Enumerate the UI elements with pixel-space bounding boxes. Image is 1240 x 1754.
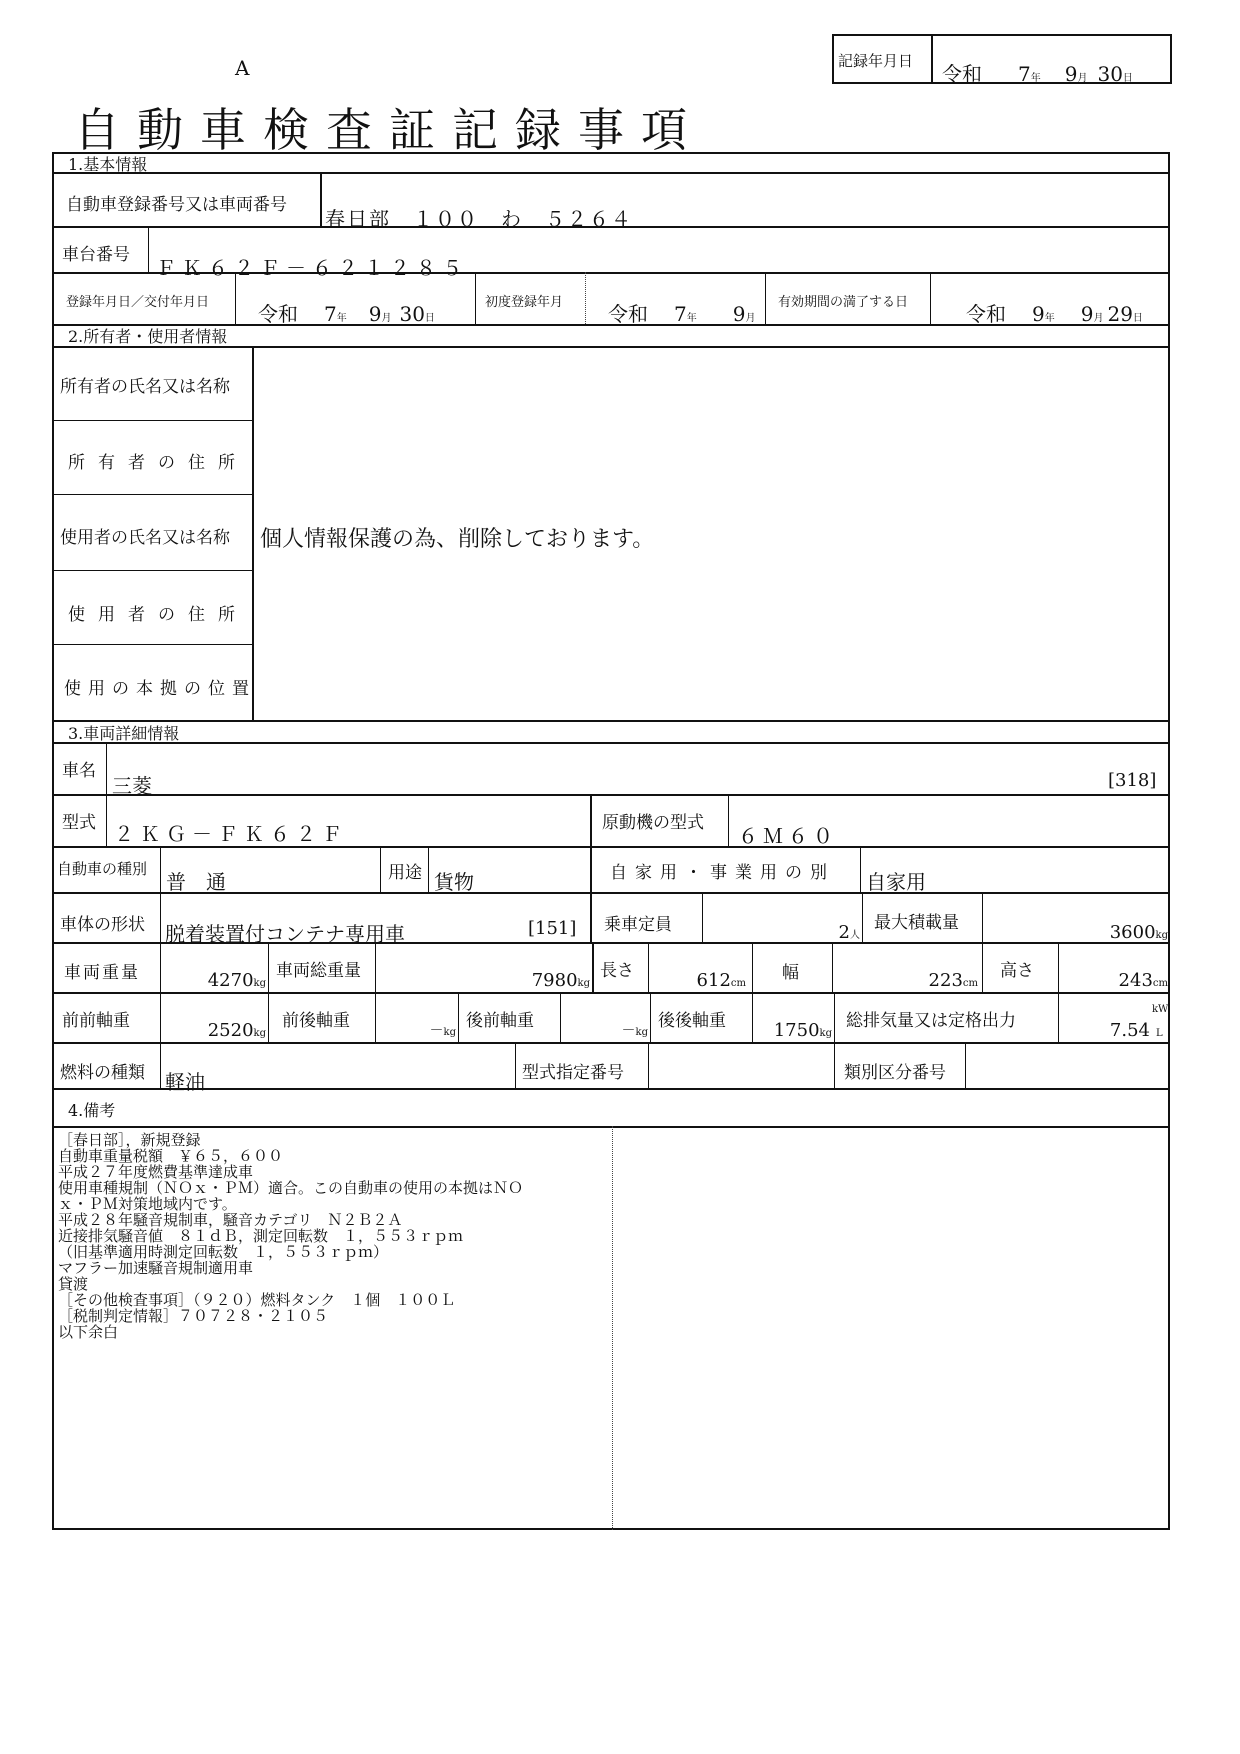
chassis-value: ＦＫ６２Ｆ－６２１２８５ <box>156 256 468 280</box>
engine-label: 原動機の型式 <box>602 813 704 833</box>
user-address-label: 使用者の住所 <box>68 605 248 625</box>
fr-axle-value: －kg <box>429 1023 456 1039</box>
kw-unit: kW <box>1152 1004 1169 1015</box>
record-date-value: 令和 7年 9月 30日 <box>942 62 1133 86</box>
body-shape-code: [151] <box>528 918 577 939</box>
height-label: 高さ <box>1000 961 1034 981</box>
fr-axle-label: 前後軸重 <box>282 1011 350 1031</box>
length-value: 612cm <box>696 970 746 991</box>
section-remarks-title: 4.備考 <box>68 1101 116 1120</box>
model-value: ２ＫＧ－ＦＫ６２Ｆ <box>114 822 348 846</box>
ff-axle-label: 前前軸重 <box>62 1011 130 1031</box>
use-label: 用途 <box>388 863 422 883</box>
form-letter: A <box>235 56 250 80</box>
weight-value: 4270kg <box>207 970 266 991</box>
height-value: 243cm <box>1118 970 1168 991</box>
vehicle-type-value: 普 通 <box>166 870 226 894</box>
capacity-value: 2人 <box>838 922 860 943</box>
remark-line: ［春日部］，新規登録 <box>58 1131 201 1149</box>
capacity-label: 乗車定員 <box>604 915 672 935</box>
fuel-value: 軽油 <box>165 1070 205 1094</box>
reg-date-value: 令和 7年 9月 30日 <box>258 302 435 326</box>
car-name-code: [318] <box>1108 770 1157 791</box>
rr-axle-label: 後後軸重 <box>658 1011 726 1031</box>
max-load-value: 3600kg <box>1109 922 1168 943</box>
expiry-label: 有効期間の満了する日 <box>778 295 909 310</box>
privacy-note: 個人情報保護の為、削除しております。 <box>260 527 655 552</box>
remark-line: 平成２８年騒音規制車，騒音カテゴリ Ｎ２Ｂ２Ａ <box>58 1211 403 1229</box>
remark-line: （旧基準適用時測定回転数 １，５５３ｒｐｍ） <box>58 1243 389 1261</box>
reg-date-label: 登録年月日／交付年月日 <box>66 295 210 310</box>
gross-weight-value: 7980kg <box>531 970 590 991</box>
section-basic-title: 1.基本情報 <box>68 155 148 174</box>
car-name-value: 三菱 <box>112 774 152 798</box>
liter-unit: L <box>1156 1028 1163 1039</box>
remark-line: マフラー加速騒音規制適用車 <box>58 1259 254 1277</box>
weight-label: 車両重量 <box>64 963 140 983</box>
remark-line: 自動車重量税額 ￥６５，６００ <box>58 1147 284 1165</box>
section-owner-title: 2.所有者・使用者情報 <box>68 327 228 346</box>
private-business-value: 自家用 <box>866 870 926 894</box>
record-date-label: 記録年月日 <box>838 52 914 70</box>
displacement-label: 総排気量又は定格出力 <box>846 1011 1016 1031</box>
first-reg-label: 初度登録年月 <box>485 295 564 310</box>
use-value: 貨物 <box>434 870 474 894</box>
ff-axle-value: 2520kg <box>207 1020 266 1041</box>
max-load-label: 最大積載量 <box>874 913 959 933</box>
reg-number-label: 自動車登録番号又は車両番号 <box>66 195 287 215</box>
base-location-label: 使用の本拠の位置 <box>64 679 256 699</box>
chassis-label: 車台番号 <box>62 245 130 265</box>
width-value: 223cm <box>928 970 978 991</box>
expiry-value: 令和 9年 9月 29日 <box>966 302 1143 326</box>
remark-line: 貸渡 <box>58 1275 89 1293</box>
remark-line: ［税制判定情報］７０７２８・２１０５ <box>58 1307 329 1325</box>
remark-line: 以下余白 <box>58 1323 119 1341</box>
remark-line: 平成２７年度燃費基準達成車 <box>58 1163 254 1181</box>
rr-axle-value: 1750kg <box>773 1020 832 1041</box>
section-vehicle-title: 3.車両詳細情報 <box>68 724 180 743</box>
length-label: 長さ <box>600 961 634 981</box>
engine-value: ６Ｍ６０ <box>738 824 838 848</box>
remarks-list <box>58 1132 523 1340</box>
width-label: 幅 <box>782 963 799 983</box>
vehicle-type-label: 自動車の種別 <box>57 860 148 878</box>
remark-line: 使用車種規制（ＮＯｘ・ＰＭ）適合。この自動車の使用の本拠はＮＯ <box>58 1179 524 1197</box>
rf-axle-label: 後前軸重 <box>466 1011 534 1031</box>
owner-address-label: 所有者の住所 <box>68 453 248 473</box>
gross-weight-label: 車両総重量 <box>276 961 361 981</box>
first-reg-value: 令和 7年 9月 <box>608 302 756 326</box>
class-label: 類別区分番号 <box>844 1063 946 1083</box>
model-label: 型式 <box>62 813 96 833</box>
body-shape-label: 車体の形状 <box>60 915 145 935</box>
private-business-label: 自家用・事業用の別 <box>610 863 835 883</box>
body-shape-value: 脱着装置付コンテナ専用車 <box>165 922 405 946</box>
remark-line: 近接排気騒音値 ８１ｄＢ，測定回転数 １，５５３ｒｐｍ <box>58 1227 464 1245</box>
type-designation-label: 型式指定番号 <box>522 1063 624 1083</box>
displacement-value: 7.54 <box>1109 1020 1150 1041</box>
rf-axle-value: －kg <box>621 1023 648 1039</box>
remark-line: ［その他検査事項］（９２０）燃料タンク １個 １００Ｌ <box>58 1291 456 1309</box>
car-name-label: 車名 <box>62 761 96 781</box>
page-title: 自動車検査証記録事項 <box>74 103 704 157</box>
user-name-label: 使用者の氏名又は名称 <box>60 528 230 548</box>
remark-line: ｘ・ＰＭ対策地域内です。 <box>58 1195 237 1213</box>
reg-number-value: 春日部 １００ わ ５２６４ <box>325 207 633 231</box>
owner-name-label: 所有者の氏名又は名称 <box>60 377 230 397</box>
fuel-label: 燃料の種類 <box>60 1063 145 1083</box>
